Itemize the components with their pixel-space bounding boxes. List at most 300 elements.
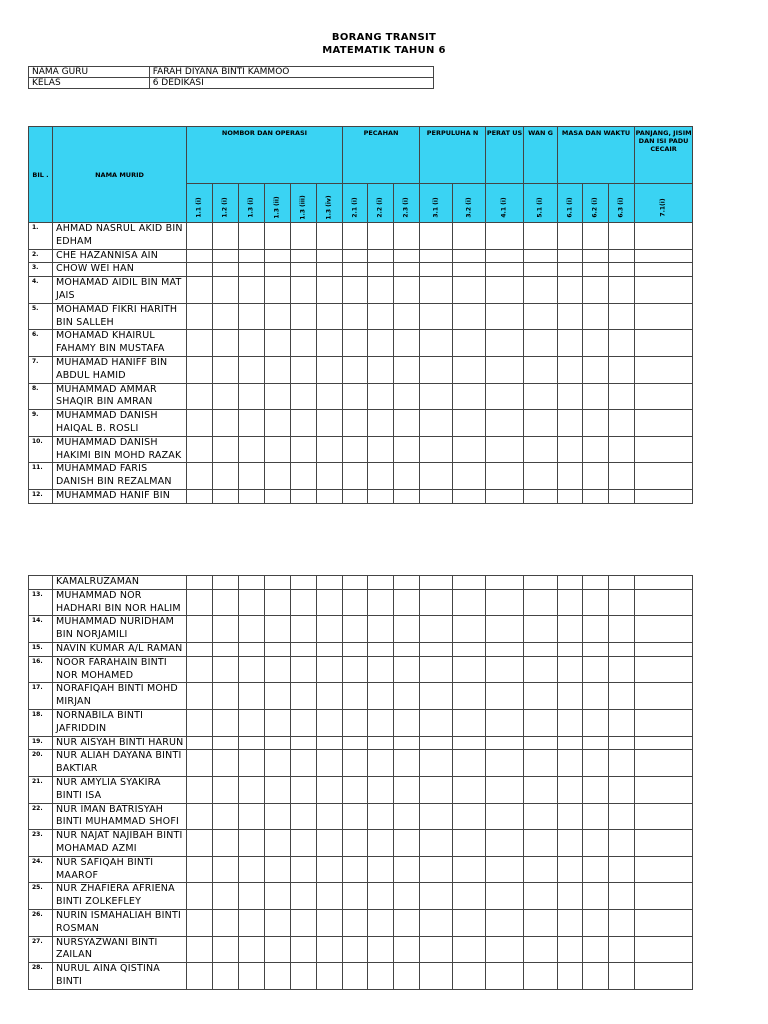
- score-cell[interactable]: [213, 330, 239, 357]
- score-cell[interactable]: [524, 410, 558, 437]
- score-cell[interactable]: [187, 249, 213, 263]
- score-cell[interactable]: [317, 410, 343, 437]
- score-cell[interactable]: [265, 277, 291, 304]
- score-cell[interactable]: [635, 410, 693, 437]
- score-cell[interactable]: [524, 463, 558, 490]
- score-cell[interactable]: [239, 750, 265, 777]
- score-cell[interactable]: [213, 776, 239, 803]
- score-cell[interactable]: [187, 683, 213, 710]
- score-cell[interactable]: [609, 356, 635, 383]
- score-cell[interactable]: [187, 263, 213, 277]
- score-cell[interactable]: [453, 750, 486, 777]
- score-cell[interactable]: [239, 589, 265, 616]
- score-cell[interactable]: [486, 830, 524, 857]
- score-cell[interactable]: [368, 436, 394, 463]
- score-cell[interactable]: [265, 330, 291, 357]
- score-cell[interactable]: [609, 249, 635, 263]
- score-cell[interactable]: [239, 642, 265, 656]
- score-cell[interactable]: [394, 303, 420, 330]
- score-cell[interactable]: [239, 963, 265, 990]
- score-cell[interactable]: [368, 963, 394, 990]
- score-cell[interactable]: [486, 330, 524, 357]
- score-cell[interactable]: [394, 936, 420, 963]
- score-cell[interactable]: [486, 750, 524, 777]
- score-cell[interactable]: [609, 616, 635, 643]
- score-cell[interactable]: [394, 709, 420, 736]
- score-cell[interactable]: [343, 736, 368, 750]
- score-cell[interactable]: [453, 223, 486, 250]
- score-cell[interactable]: [213, 750, 239, 777]
- score-cell[interactable]: [558, 223, 583, 250]
- score-cell[interactable]: [394, 330, 420, 357]
- score-cell[interactable]: [524, 616, 558, 643]
- score-cell[interactable]: [343, 709, 368, 736]
- score-cell[interactable]: [453, 249, 486, 263]
- score-cell[interactable]: [453, 263, 486, 277]
- score-cell[interactable]: [453, 683, 486, 710]
- score-cell[interactable]: [420, 223, 453, 250]
- score-cell[interactable]: [291, 303, 317, 330]
- score-cell[interactable]: [239, 683, 265, 710]
- score-cell[interactable]: [291, 410, 317, 437]
- score-cell[interactable]: [453, 489, 486, 503]
- score-cell[interactable]: [558, 963, 583, 990]
- score-cell[interactable]: [486, 963, 524, 990]
- score-cell[interactable]: [583, 683, 609, 710]
- score-cell[interactable]: [609, 223, 635, 250]
- score-cell[interactable]: [239, 936, 265, 963]
- score-cell[interactable]: [558, 249, 583, 263]
- score-cell[interactable]: [317, 736, 343, 750]
- score-cell[interactable]: [239, 463, 265, 490]
- score-cell[interactable]: [368, 750, 394, 777]
- score-cell[interactable]: [265, 356, 291, 383]
- score-cell[interactable]: [558, 356, 583, 383]
- score-cell[interactable]: [213, 803, 239, 830]
- score-cell[interactable]: [368, 883, 394, 910]
- score-cell[interactable]: [486, 410, 524, 437]
- score-cell[interactable]: [265, 776, 291, 803]
- score-cell[interactable]: [609, 463, 635, 490]
- score-cell[interactable]: [609, 963, 635, 990]
- score-cell[interactable]: [291, 356, 317, 383]
- score-cell[interactable]: [291, 936, 317, 963]
- score-cell[interactable]: [343, 642, 368, 656]
- score-cell[interactable]: [291, 709, 317, 736]
- score-cell[interactable]: [583, 883, 609, 910]
- score-cell[interactable]: [635, 776, 693, 803]
- score-cell[interactable]: [524, 303, 558, 330]
- score-cell[interactable]: [609, 383, 635, 410]
- score-cell[interactable]: [317, 856, 343, 883]
- score-cell[interactable]: [368, 856, 394, 883]
- score-cell[interactable]: [558, 303, 583, 330]
- score-cell[interactable]: [239, 410, 265, 437]
- score-cell[interactable]: [609, 936, 635, 963]
- score-cell[interactable]: [187, 963, 213, 990]
- score-cell[interactable]: [213, 936, 239, 963]
- score-cell[interactable]: [368, 463, 394, 490]
- score-cell[interactable]: [583, 736, 609, 750]
- score-cell[interactable]: [453, 803, 486, 830]
- score-cell[interactable]: [635, 383, 693, 410]
- score-cell[interactable]: [343, 656, 368, 683]
- score-cell[interactable]: [265, 642, 291, 656]
- score-cell[interactable]: [317, 656, 343, 683]
- score-cell[interactable]: [524, 656, 558, 683]
- score-cell[interactable]: [420, 356, 453, 383]
- score-cell[interactable]: [291, 830, 317, 857]
- score-cell[interactable]: [343, 576, 368, 590]
- score-cell[interactable]: [635, 616, 693, 643]
- score-cell[interactable]: [524, 776, 558, 803]
- score-cell[interactable]: [213, 656, 239, 683]
- score-cell[interactable]: [291, 263, 317, 277]
- score-cell[interactable]: [368, 616, 394, 643]
- score-cell[interactable]: [524, 963, 558, 990]
- score-cell[interactable]: [394, 803, 420, 830]
- score-cell[interactable]: [635, 356, 693, 383]
- score-cell[interactable]: [583, 576, 609, 590]
- score-cell[interactable]: [486, 223, 524, 250]
- score-cell[interactable]: [524, 936, 558, 963]
- score-cell[interactable]: [187, 436, 213, 463]
- score-cell[interactable]: [453, 576, 486, 590]
- score-cell[interactable]: [265, 909, 291, 936]
- score-cell[interactable]: [453, 330, 486, 357]
- score-cell[interactable]: [486, 249, 524, 263]
- score-cell[interactable]: [239, 776, 265, 803]
- score-cell[interactable]: [291, 330, 317, 357]
- score-cell[interactable]: [343, 223, 368, 250]
- score-cell[interactable]: [486, 463, 524, 490]
- score-cell[interactable]: [187, 750, 213, 777]
- score-cell[interactable]: [394, 736, 420, 750]
- score-cell[interactable]: [420, 303, 453, 330]
- score-cell[interactable]: [420, 263, 453, 277]
- score-cell[interactable]: [265, 656, 291, 683]
- score-cell[interactable]: [420, 616, 453, 643]
- score-cell[interactable]: [558, 736, 583, 750]
- score-cell[interactable]: [486, 576, 524, 590]
- score-cell[interactable]: [317, 249, 343, 263]
- score-cell[interactable]: [368, 909, 394, 936]
- score-cell[interactable]: [420, 656, 453, 683]
- score-cell[interactable]: [394, 263, 420, 277]
- score-cell[interactable]: [317, 277, 343, 304]
- score-cell[interactable]: [486, 489, 524, 503]
- score-cell[interactable]: [343, 277, 368, 304]
- score-cell[interactable]: [343, 356, 368, 383]
- score-cell[interactable]: [609, 683, 635, 710]
- score-cell[interactable]: [239, 576, 265, 590]
- score-cell[interactable]: [368, 249, 394, 263]
- score-cell[interactable]: [394, 249, 420, 263]
- score-cell[interactable]: [213, 683, 239, 710]
- score-cell[interactable]: [558, 263, 583, 277]
- score-cell[interactable]: [583, 936, 609, 963]
- score-cell[interactable]: [635, 589, 693, 616]
- score-cell[interactable]: [265, 303, 291, 330]
- score-cell[interactable]: [343, 683, 368, 710]
- score-cell[interactable]: [635, 963, 693, 990]
- score-cell[interactable]: [420, 642, 453, 656]
- score-cell[interactable]: [265, 683, 291, 710]
- score-cell[interactable]: [343, 909, 368, 936]
- score-cell[interactable]: [420, 963, 453, 990]
- score-cell[interactable]: [609, 330, 635, 357]
- score-cell[interactable]: [239, 616, 265, 643]
- score-cell[interactable]: [368, 356, 394, 383]
- score-cell[interactable]: [187, 776, 213, 803]
- score-cell[interactable]: [265, 750, 291, 777]
- score-cell[interactable]: [394, 463, 420, 490]
- score-cell[interactable]: [486, 356, 524, 383]
- score-cell[interactable]: [420, 736, 453, 750]
- score-cell[interactable]: [558, 709, 583, 736]
- score-cell[interactable]: [583, 249, 609, 263]
- score-cell[interactable]: [609, 303, 635, 330]
- score-cell[interactable]: [583, 830, 609, 857]
- score-cell[interactable]: [343, 303, 368, 330]
- score-cell[interactable]: [486, 936, 524, 963]
- score-cell[interactable]: [394, 830, 420, 857]
- score-cell[interactable]: [394, 410, 420, 437]
- score-cell[interactable]: [394, 277, 420, 304]
- score-cell[interactable]: [635, 736, 693, 750]
- score-cell[interactable]: [453, 963, 486, 990]
- score-cell[interactable]: [558, 750, 583, 777]
- score-cell[interactable]: [213, 249, 239, 263]
- score-cell[interactable]: [558, 436, 583, 463]
- score-cell[interactable]: [368, 263, 394, 277]
- score-cell[interactable]: [635, 830, 693, 857]
- score-cell[interactable]: [213, 463, 239, 490]
- score-cell[interactable]: [213, 883, 239, 910]
- score-cell[interactable]: [317, 776, 343, 803]
- score-cell[interactable]: [558, 410, 583, 437]
- score-cell[interactable]: [213, 489, 239, 503]
- score-cell[interactable]: [486, 683, 524, 710]
- score-cell[interactable]: [343, 589, 368, 616]
- score-cell[interactable]: [291, 909, 317, 936]
- score-cell[interactable]: [609, 856, 635, 883]
- score-cell[interactable]: [343, 963, 368, 990]
- score-cell[interactable]: [187, 803, 213, 830]
- score-cell[interactable]: [635, 463, 693, 490]
- score-cell[interactable]: [368, 303, 394, 330]
- score-cell[interactable]: [187, 410, 213, 437]
- score-cell[interactable]: [213, 383, 239, 410]
- score-cell[interactable]: [265, 936, 291, 963]
- score-cell[interactable]: [558, 330, 583, 357]
- score-cell[interactable]: [420, 936, 453, 963]
- score-cell[interactable]: [187, 883, 213, 910]
- score-cell[interactable]: [635, 656, 693, 683]
- score-cell[interactable]: [420, 410, 453, 437]
- score-cell[interactable]: [291, 383, 317, 410]
- score-cell[interactable]: [453, 303, 486, 330]
- score-cell[interactable]: [558, 830, 583, 857]
- score-cell[interactable]: [635, 909, 693, 936]
- score-cell[interactable]: [583, 356, 609, 383]
- score-cell[interactable]: [368, 223, 394, 250]
- score-cell[interactable]: [187, 303, 213, 330]
- score-cell[interactable]: [265, 410, 291, 437]
- score-cell[interactable]: [213, 277, 239, 304]
- score-cell[interactable]: [187, 463, 213, 490]
- score-cell[interactable]: [265, 489, 291, 503]
- score-cell[interactable]: [558, 656, 583, 683]
- score-cell[interactable]: [187, 589, 213, 616]
- score-cell[interactable]: [453, 656, 486, 683]
- score-cell[interactable]: [558, 277, 583, 304]
- score-cell[interactable]: [187, 616, 213, 643]
- score-cell[interactable]: [609, 750, 635, 777]
- score-cell[interactable]: [368, 383, 394, 410]
- score-cell[interactable]: [317, 576, 343, 590]
- score-cell[interactable]: [317, 683, 343, 710]
- score-cell[interactable]: [420, 709, 453, 736]
- score-cell[interactable]: [213, 963, 239, 990]
- score-cell[interactable]: [453, 776, 486, 803]
- score-cell[interactable]: [524, 356, 558, 383]
- score-cell[interactable]: [343, 263, 368, 277]
- score-cell[interactable]: [239, 909, 265, 936]
- score-cell[interactable]: [583, 616, 609, 643]
- score-cell[interactable]: [343, 249, 368, 263]
- score-cell[interactable]: [524, 436, 558, 463]
- score-cell[interactable]: [265, 263, 291, 277]
- score-cell[interactable]: [453, 936, 486, 963]
- score-cell[interactable]: [486, 709, 524, 736]
- score-cell[interactable]: [583, 436, 609, 463]
- score-cell[interactable]: [453, 436, 486, 463]
- score-cell[interactable]: [213, 856, 239, 883]
- score-cell[interactable]: [368, 776, 394, 803]
- score-cell[interactable]: [486, 736, 524, 750]
- score-cell[interactable]: [583, 642, 609, 656]
- score-cell[interactable]: [317, 356, 343, 383]
- score-cell[interactable]: [317, 263, 343, 277]
- score-cell[interactable]: [187, 330, 213, 357]
- score-cell[interactable]: [343, 436, 368, 463]
- score-cell[interactable]: [420, 330, 453, 357]
- score-cell[interactable]: [368, 683, 394, 710]
- score-cell[interactable]: [317, 463, 343, 490]
- score-cell[interactable]: [291, 277, 317, 304]
- score-cell[interactable]: [213, 909, 239, 936]
- score-cell[interactable]: [453, 616, 486, 643]
- score-cell[interactable]: [187, 383, 213, 410]
- score-cell[interactable]: [239, 330, 265, 357]
- score-cell[interactable]: [486, 776, 524, 803]
- score-cell[interactable]: [635, 683, 693, 710]
- score-cell[interactable]: [420, 277, 453, 304]
- score-cell[interactable]: [291, 589, 317, 616]
- score-cell[interactable]: [291, 249, 317, 263]
- score-cell[interactable]: [213, 410, 239, 437]
- score-cell[interactable]: [394, 656, 420, 683]
- score-cell[interactable]: [558, 589, 583, 616]
- score-cell[interactable]: [583, 803, 609, 830]
- score-cell[interactable]: [394, 963, 420, 990]
- score-cell[interactable]: [394, 750, 420, 777]
- score-cell[interactable]: [486, 803, 524, 830]
- score-cell[interactable]: [343, 489, 368, 503]
- score-cell[interactable]: [453, 463, 486, 490]
- score-cell[interactable]: [317, 642, 343, 656]
- score-cell[interactable]: [368, 589, 394, 616]
- score-cell[interactable]: [486, 856, 524, 883]
- score-cell[interactable]: [583, 856, 609, 883]
- score-cell[interactable]: [609, 830, 635, 857]
- score-cell[interactable]: [368, 277, 394, 304]
- score-cell[interactable]: [420, 436, 453, 463]
- score-cell[interactable]: [265, 883, 291, 910]
- score-cell[interactable]: [453, 277, 486, 304]
- score-cell[interactable]: [265, 736, 291, 750]
- score-cell[interactable]: [524, 883, 558, 910]
- score-cell[interactable]: [609, 277, 635, 304]
- score-cell[interactable]: [558, 463, 583, 490]
- score-cell[interactable]: [524, 803, 558, 830]
- score-cell[interactable]: [420, 589, 453, 616]
- score-cell[interactable]: [453, 709, 486, 736]
- score-cell[interactable]: [317, 750, 343, 777]
- score-cell[interactable]: [635, 263, 693, 277]
- score-cell[interactable]: [583, 909, 609, 936]
- score-cell[interactable]: [213, 263, 239, 277]
- score-cell[interactable]: [265, 709, 291, 736]
- score-cell[interactable]: [265, 223, 291, 250]
- score-cell[interactable]: [558, 909, 583, 936]
- score-cell[interactable]: [453, 736, 486, 750]
- score-cell[interactable]: [239, 436, 265, 463]
- score-cell[interactable]: [187, 489, 213, 503]
- score-cell[interactable]: [213, 589, 239, 616]
- score-cell[interactable]: [239, 656, 265, 683]
- score-cell[interactable]: [187, 830, 213, 857]
- score-cell[interactable]: [368, 410, 394, 437]
- score-cell[interactable]: [368, 576, 394, 590]
- score-cell[interactable]: [291, 436, 317, 463]
- score-cell[interactable]: [368, 489, 394, 503]
- score-cell[interactable]: [609, 436, 635, 463]
- score-cell[interactable]: [420, 489, 453, 503]
- score-cell[interactable]: [635, 709, 693, 736]
- score-cell[interactable]: [317, 383, 343, 410]
- score-cell[interactable]: [394, 909, 420, 936]
- score-cell[interactable]: [609, 803, 635, 830]
- score-cell[interactable]: [583, 383, 609, 410]
- score-cell[interactable]: [609, 489, 635, 503]
- score-cell[interactable]: [583, 489, 609, 503]
- score-cell[interactable]: [635, 642, 693, 656]
- score-cell[interactable]: [524, 683, 558, 710]
- score-cell[interactable]: [239, 830, 265, 857]
- score-cell[interactable]: [524, 223, 558, 250]
- score-cell[interactable]: [420, 830, 453, 857]
- score-cell[interactable]: [635, 436, 693, 463]
- score-cell[interactable]: [265, 249, 291, 263]
- score-cell[interactable]: [524, 736, 558, 750]
- score-cell[interactable]: [420, 750, 453, 777]
- score-cell[interactable]: [213, 709, 239, 736]
- score-cell[interactable]: [524, 489, 558, 503]
- score-cell[interactable]: [635, 489, 693, 503]
- score-cell[interactable]: [635, 576, 693, 590]
